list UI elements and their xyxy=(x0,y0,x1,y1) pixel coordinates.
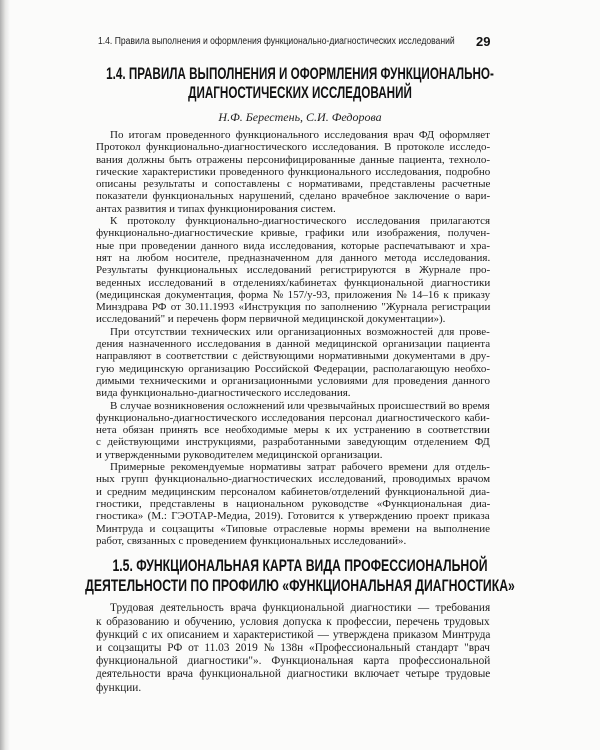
section-title-line: ДИАГНОСТИЧЕСКИХ ИССЛЕДОВАНИЙ xyxy=(188,82,412,102)
body-text-line xyxy=(96,655,490,668)
text-run: функции. xyxy=(96,681,142,694)
text-run: работ, связанных с проведением функциональных исследований». xyxy=(96,534,407,547)
section-title-line: 1.4. ПРАВИЛА ВЫПОЛНЕНИЯ И ОФОРМЛЕНИЯ ФУНКЦИОНАЛЬНО- xyxy=(106,63,494,83)
text-run: нят на любом носителе, предназначенном для данного метода исследования. xyxy=(96,251,491,264)
page-number: 29 xyxy=(476,34,491,49)
section-title-line: 1.5. ФУНКЦИОНАЛЬНАЯ КАРТА ВИДА ПРОФЕССИОНАЛЬНОЙ xyxy=(112,556,488,575)
body-text-line xyxy=(96,375,490,387)
body-text-line xyxy=(96,473,490,485)
paragraph xyxy=(96,400,490,461)
text-run: функций с их описанием и характеристикой — утверждена приказом Минтруда xyxy=(96,628,491,641)
title-row xyxy=(0,556,600,576)
authors: Н.Ф. Берестень, С.И. Федорова xyxy=(218,110,382,124)
text-run: и средним медицинским персоналом кабинетов/отделений функциональной диа- xyxy=(96,485,490,498)
text-run: ных групп функционально-диагностических исследований, проводимых врачом xyxy=(96,473,491,486)
text-run: веденных исследований в отделениях/кабинетах функциональной диагностики xyxy=(96,276,491,289)
section-1-4-title xyxy=(0,64,600,102)
text-run: ные при проведении данного вида исследования, которые распечатывают и хра- xyxy=(96,239,491,252)
body-text-line xyxy=(96,387,490,399)
body-text-line xyxy=(96,424,490,436)
text-run: В случае возникновения осложнений или чрезвычайных происшествий во время xyxy=(110,399,490,412)
body-text-line xyxy=(96,642,490,655)
text-run: с действующими инструкциями, разработанными заведующим отделением ФД xyxy=(96,436,490,449)
text-run: гую медицинскую организацию Российской Федерации, располагающую необхо- xyxy=(96,362,491,375)
section-1-5-body xyxy=(96,602,490,694)
text-run: гностики, представлены в национальном руководстве «Функциональная диа- xyxy=(96,497,491,510)
body-text-line xyxy=(96,461,490,473)
text-run: антах развития и типах функционирования систем. xyxy=(96,202,336,215)
title-row xyxy=(0,576,600,596)
paragraph xyxy=(96,129,490,215)
paragraph xyxy=(96,461,490,547)
text-run: Результаты функциональных исследований регистрируются в Журнале про- xyxy=(96,264,491,277)
text-run: Трудовая деятельность врача функциональной диагностики — требования xyxy=(110,602,491,615)
text-run: функциональной диагностики"». Функциональная карта профессиональной xyxy=(96,655,491,668)
paragraph xyxy=(96,602,490,694)
text-run: и утвержденными руководителем медицинской организации. xyxy=(96,448,383,461)
body-text-line xyxy=(96,449,490,461)
body-text-line xyxy=(96,629,490,642)
text-run: показатели функциональных нарушений, сделано врачебное заключение о вари- xyxy=(96,190,491,203)
text-run: Минздрава РФ от 30.11.1993 «Инструкция по заполнению "Журнала регистрации xyxy=(96,301,491,314)
body-text-line xyxy=(96,363,490,375)
body-text-line xyxy=(96,289,490,301)
text-run: дения назначенного исследования в данной медицинской организации пациента xyxy=(96,338,491,351)
body-text-line xyxy=(96,154,490,166)
paragraph xyxy=(96,215,490,326)
body-text-line xyxy=(96,682,490,695)
body-text-line xyxy=(96,227,490,239)
text-run: направляют в соответствии с действующими нормативными документами в дру- xyxy=(96,350,490,363)
body-text-line xyxy=(96,141,490,153)
body-text-line xyxy=(96,602,490,615)
body-text-line xyxy=(96,252,490,264)
body-text-line xyxy=(96,301,490,313)
body-text-line xyxy=(96,400,490,412)
text-run: Минтруда и соцзащиты «Типовые отраслевые нормы времени на выполнение xyxy=(96,522,491,535)
running-header xyxy=(98,36,468,48)
text-run: гические характеристики проведенного функционального исследования, подробно xyxy=(96,165,491,178)
text-run: и соцзащиты РФ от 11.03 2019 № 138н «Профессиональный стандарт "врач xyxy=(96,641,490,654)
body-text-line xyxy=(96,498,490,510)
body-text-line xyxy=(96,535,490,547)
text-run: исследований" и перечень форм первичной медицинской документации»). xyxy=(96,313,446,326)
paragraph xyxy=(96,326,490,400)
text-run: деятельности врача функциональной диагностики включает четыре трудовые xyxy=(96,668,491,681)
body-text-line xyxy=(96,129,490,141)
body-text-line xyxy=(96,510,490,522)
body-text-line xyxy=(96,486,490,498)
body-text-line xyxy=(96,166,490,178)
body-text-line xyxy=(96,350,490,362)
text-run: нета обязан принять все необходимые меры к их устранению в соответствии xyxy=(96,424,490,437)
text-run: димыми техническими и организационными условиями для проведения данного xyxy=(96,374,491,387)
text-run: функционально-диагностические кривые, графики или изображения, получен- xyxy=(96,227,490,240)
body-text-line xyxy=(96,203,490,215)
body-text-line xyxy=(96,190,490,202)
body-text-line xyxy=(96,215,490,227)
body-text-line xyxy=(96,178,490,190)
section-title-line: ДЕЯТЕЛЬНОСТИ ПО ПРОФИЛЮ «ФУНКЦИОНАЛЬНАЯ ДИАГНОСТИКА» xyxy=(85,576,515,595)
text-run: Примерные рекомендуемые нормативы затрат рабочего времени для отдель- xyxy=(110,461,490,474)
text-run: По итогам проведенного функционального исследования врач ФД оформляет xyxy=(110,129,490,141)
body-text-line xyxy=(96,412,490,424)
body-text-line xyxy=(96,264,490,276)
text-run: При отсутствии технических или организационных возможностей для прове- xyxy=(110,325,490,338)
section-1-4-body xyxy=(96,129,490,547)
body-text-line xyxy=(96,240,490,252)
body-text-line xyxy=(96,326,490,338)
running-header-title: 1.4. Правила выполнения и оформления функционально-диагностических исследований xyxy=(98,36,455,47)
text-run: к образованию и обучению, условия допуска к профессии, перечень трудовых xyxy=(96,615,490,628)
text-run: функционально-диагностического исследования персонал диагностического каби- xyxy=(96,411,490,424)
text-run: вида функционально-диагностического исследования. xyxy=(96,387,351,400)
body-text-line xyxy=(96,616,490,629)
text-run: Протокол функционально-диагностического исследования. В протоколе исследо- xyxy=(96,141,491,154)
text-run: гностика» (М.: ГЭОТАР-Медиа, 2019). Готовится к утверждению проект приказа xyxy=(96,510,490,523)
text-run: вания должны быть отражены персонифицированные данные пациента, техноло- xyxy=(96,153,490,166)
section-1-5-title xyxy=(0,556,600,596)
body-text-line xyxy=(96,668,490,681)
text-run: (медицинская документация, форма № 157/у-93, приложения № 14–16 к приказу xyxy=(96,288,491,301)
body-text-line xyxy=(96,436,490,448)
text-run: К протоколу функционально-диагностического исследования прилагаются xyxy=(110,215,491,228)
body-text-line xyxy=(96,277,490,289)
title-row xyxy=(0,64,600,83)
body-text-line xyxy=(96,338,490,350)
text-run: описаны результаты и сопоставлены с нормативами, представлены расчетные xyxy=(96,178,491,191)
body-text-line xyxy=(96,523,490,535)
title-row xyxy=(0,83,600,102)
body-text-line xyxy=(96,313,490,325)
